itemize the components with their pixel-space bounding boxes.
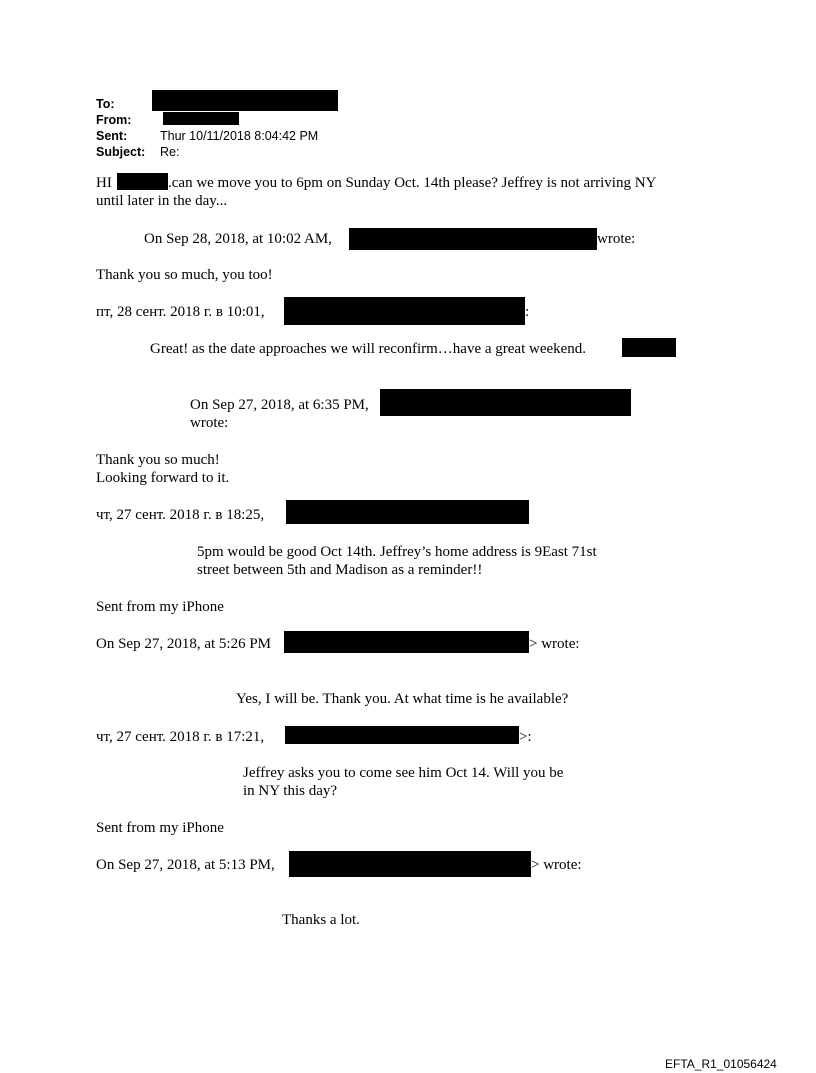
reply-1: Thank you so much, you too! [96,267,273,283]
to-label: To: [96,97,115,111]
bates-number: EFTA_R1_01056424 [665,1057,777,1071]
signature-2: Sent from my iPhone [96,820,224,836]
sent-value: Thur 10/11/2018 8:04:42 PM [160,129,319,143]
from-label: From: [96,113,132,127]
reply-7: Thanks a lot. [282,912,360,928]
sent-label: Sent: [96,129,128,143]
quote-header-7: On Sep 27, 2018, at 5:13 PM, [96,857,275,873]
reply-2: Great! as the date approaches we will reconfirm…have a great weekend. [150,341,587,357]
quote-header-1-tail: wrote: [597,231,636,247]
reply-3-line2: Looking forward to it. [96,470,230,486]
redaction-sender-4 [286,500,529,524]
quote-header-4: чт, 27 сент. 2018 г. в 18:25, [96,507,265,523]
quote-header-2: пт, 28 сент. 2018 г. в 10:01, [96,304,265,320]
redaction-sender-6 [285,726,519,744]
quote-header-6: чт, 27 сент. 2018 г. в 17:21, [96,729,265,745]
reply-3-line1: Thank you so much! [96,452,220,468]
signature-1: Sent from my iPhone [96,599,224,615]
redaction-name-1 [117,173,168,190]
sent-row [96,128,318,144]
from-row [96,112,160,128]
reply-4-line2: street between 5th and Madison as a reminder!! [197,562,483,578]
quote-header-3-tail: wrote: [190,415,229,431]
redaction-sender-5 [284,631,529,653]
redaction-signoff [622,338,676,357]
quote-header-2-tail: : [525,304,530,320]
redaction-sender-3 [380,389,631,416]
reply-5: Yes, I will be. Thank you. At what time is he available? [236,691,569,707]
redaction-sender-7 [289,851,531,877]
to-row [96,96,160,112]
quote-header-5: On Sep 27, 2018, at 5:26 PM [96,636,272,652]
quote-header-7-tail: > wrote: [531,857,582,873]
subject-value: Re: [160,145,180,159]
reply-4-line1: 5pm would be good Oct 14th. Jeffrey’s home address is 9East 71st [197,544,597,560]
quote-header-1: On Sep 28, 2018, at 10:02 AM, [144,231,332,247]
message-latest-line2: until later in the day... [96,193,228,209]
subject-label: Subject: [96,145,146,159]
redaction-sender-2 [284,297,525,325]
quote-header-3: On Sep 27, 2018, at 6:35 PM, [190,397,369,413]
redaction-from [163,112,239,125]
quote-header-6-tail: >: [519,729,532,745]
redaction-sender-1 [349,228,597,250]
reply-6-line1: Jeffrey asks you to come see him Oct 14. Will you be [243,765,564,781]
reply-6-line2: in NY this day? [243,783,338,799]
quote-header-5-tail: > wrote: [529,636,580,652]
redaction-to [152,90,338,111]
message-latest-line1: .can we move you to 6pm on Sunday Oct. 14th please? Jeffrey is not arriving NY [168,175,657,191]
subject-row [96,144,179,160]
message-latest-greeting: HI [96,175,112,191]
